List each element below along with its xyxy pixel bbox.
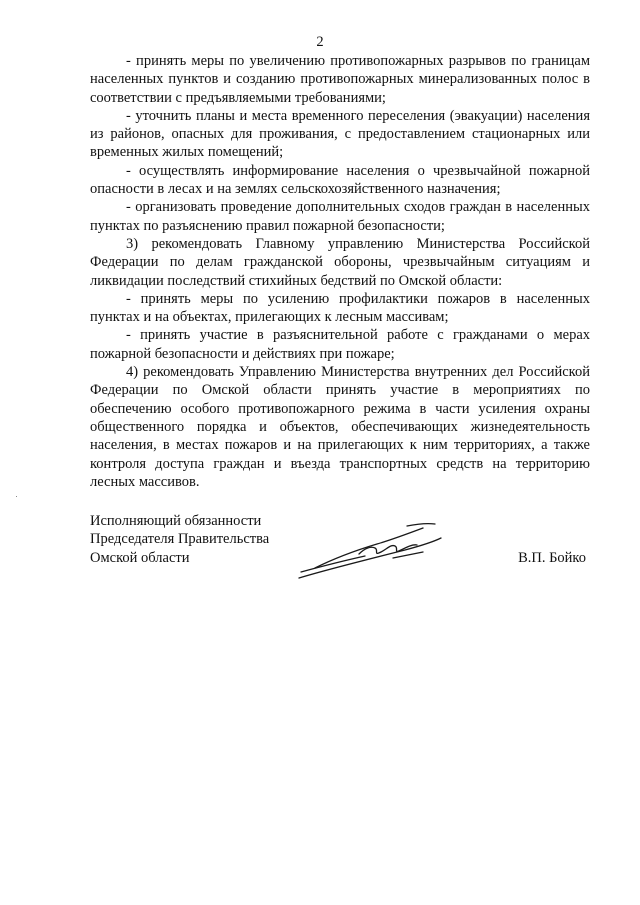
paragraph: 3) рекомендовать Главному управлению Министерства Российской Федерации по делам гражданской обороны, чрезвычайным ситуациям и ликвидации последствий стихийных бедствий по Омской области: — [90, 235, 590, 289]
paragraph: 4) рекомендовать Управлению Министерства внутренних дел Российской Федерации по Омской области принять участие в мероприятиях по обеспечению особого противопожарного режима в части усиления охраны общественного порядка и объектов, обеспечивающих жизнедеятельность населения, в местах пожаров и на прилегающих к ним территориях, а также контроля доступа граждан и въезда транспортных средств на территорию лесных массивов. — [90, 364, 590, 490]
paragraph: - уточнить планы и места временного переселения (эвакуации) населения из районов, опасных для проживания, с предоставлением стационарных или временных жилых помещений; — [90, 107, 590, 161]
paragraph: - принять меры по увеличению противопожарных разрывов по границам населенных пунктов и созданию противопожарных минерализованных полос в соответствии с предъявляемыми требованиями; — [90, 53, 590, 106]
scan-mark — [16, 496, 17, 497]
handwritten-signature-icon — [295, 514, 445, 584]
signatory-title-line: Исполняющий обязанности — [90, 513, 262, 529]
signatory-title-line: Председателя Правительства — [90, 531, 270, 548]
document-body — [90, 52, 590, 491]
page-number: 2 — [316, 34, 324, 50]
paragraph: - принять участие в разъяснительной работе с гражданами о мерах пожарной безопасности и действиях при пожаре; — [90, 327, 590, 362]
signatory-title-line: Омской области — [90, 549, 190, 566]
paragraph: - осуществлять информирование населения о чрезвычайной пожарной опасности в лесах и на землях сельскохозяйственного назначения; — [90, 162, 590, 198]
paragraph: - организовать проведение дополнительных сходов граждан в населенных пунктах по разъяснению правил пожарной безопасности; — [90, 199, 590, 234]
paragraph: - принять меры по усилению профилактики пожаров в населенных пунктах и на объектах, прилегающих к лесным массивам; — [90, 290, 590, 326]
signatory-name: В.П. Бойко — [518, 549, 586, 566]
